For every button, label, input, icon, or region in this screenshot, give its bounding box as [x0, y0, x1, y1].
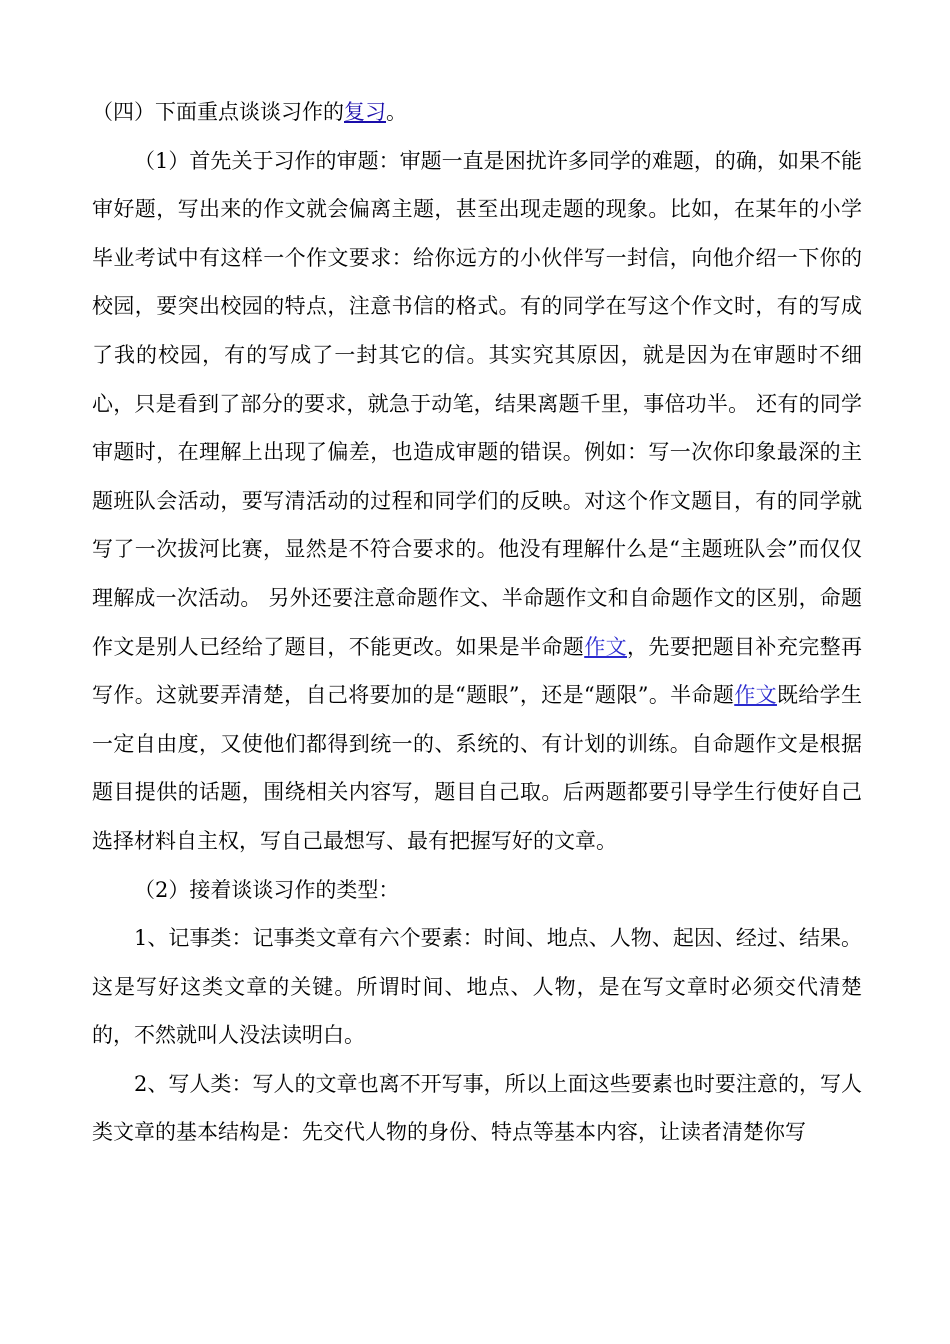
paragraph-text: 既给学生一定自由度，又使他们都得到统一的、系统的、有计划的训练。自命题作文是根据题目提供的话题，围绕相关内容写，题目自己取。后两题都要引导学生行使好自己选择材料自主权，写自己最想写、最有把握写好的文章。 [92, 683, 863, 853]
paragraph-text: （1）首先关于习作的审题：审题一直是困扰许多同学的难题，的确，如果不能审好题，写出来的作文就会偏离主题，甚至出现走题的现象。比如，在某年的小学毕业考试中有这样一个作文要求：给你远方的小伙伴写一封信，向他介绍一下你的校园，要突出校园的特点，注意书信的格式。有的同学在写这个作文时，有的写成了我的校园，有的写成了一封其它的信。其实究其原因，就是因为在审题时不细心，只是看到了部分的要求，就急于动笔，结果离题千里，事倍功半。 还有的同学审题时，在理解上出现了偏差，也造成审题的错误。例如：写一次你印象最深的主题班队会活动，要写清活动的过程和同学们的反映。对这个作文题目，有的同学就写了一次拔河比赛，显然是不符合要求的。他没有理解什么是“主题班队会”而仅仅理解成一次活动。 另外还要注意命题作文、半命题作文和自命题作文的区别，命题作文是别人已经给了题目，不能更改。如果是半命题 [92, 148, 862, 659]
composition-link-2[interactable]: 作文 [734, 683, 777, 708]
section-heading [92, 88, 862, 137]
document-page [92, 88, 862, 1157]
heading-prefix: （四）下面重点谈谈习作的 [92, 100, 344, 124]
paragraph-narrative-type: 1、记事类：记事类文章有六个要素：时间、地点、人物、起因、经过、结果。这是写好这类文章的关键。所谓时间、地点、人物，是在写文章时必须交代清楚的，不然就叫人没法读明白。 [92, 926, 862, 1048]
paragraph-character-type: 2、写人类：写人的文章也离不开写事，所以上面这些要素也时要注意的，写人类文章的基本结构是：先交代人物的身份、特点等基本内容，让读者清楚你写 [92, 1071, 862, 1145]
paragraph-topic-review [92, 137, 862, 866]
paragraph-text: ，先要把题目补充完整再写作。这就要弄清楚，自己将要加的是“题眼”，还是“题限”。半命题 [92, 634, 863, 708]
paragraph-types-heading: （2）接着谈谈习作的类型： [134, 877, 400, 902]
review-link[interactable]: 复习 [344, 100, 386, 124]
composition-link-1[interactable]: 作文 [584, 634, 628, 659]
heading-suffix: 。 [386, 100, 407, 124]
